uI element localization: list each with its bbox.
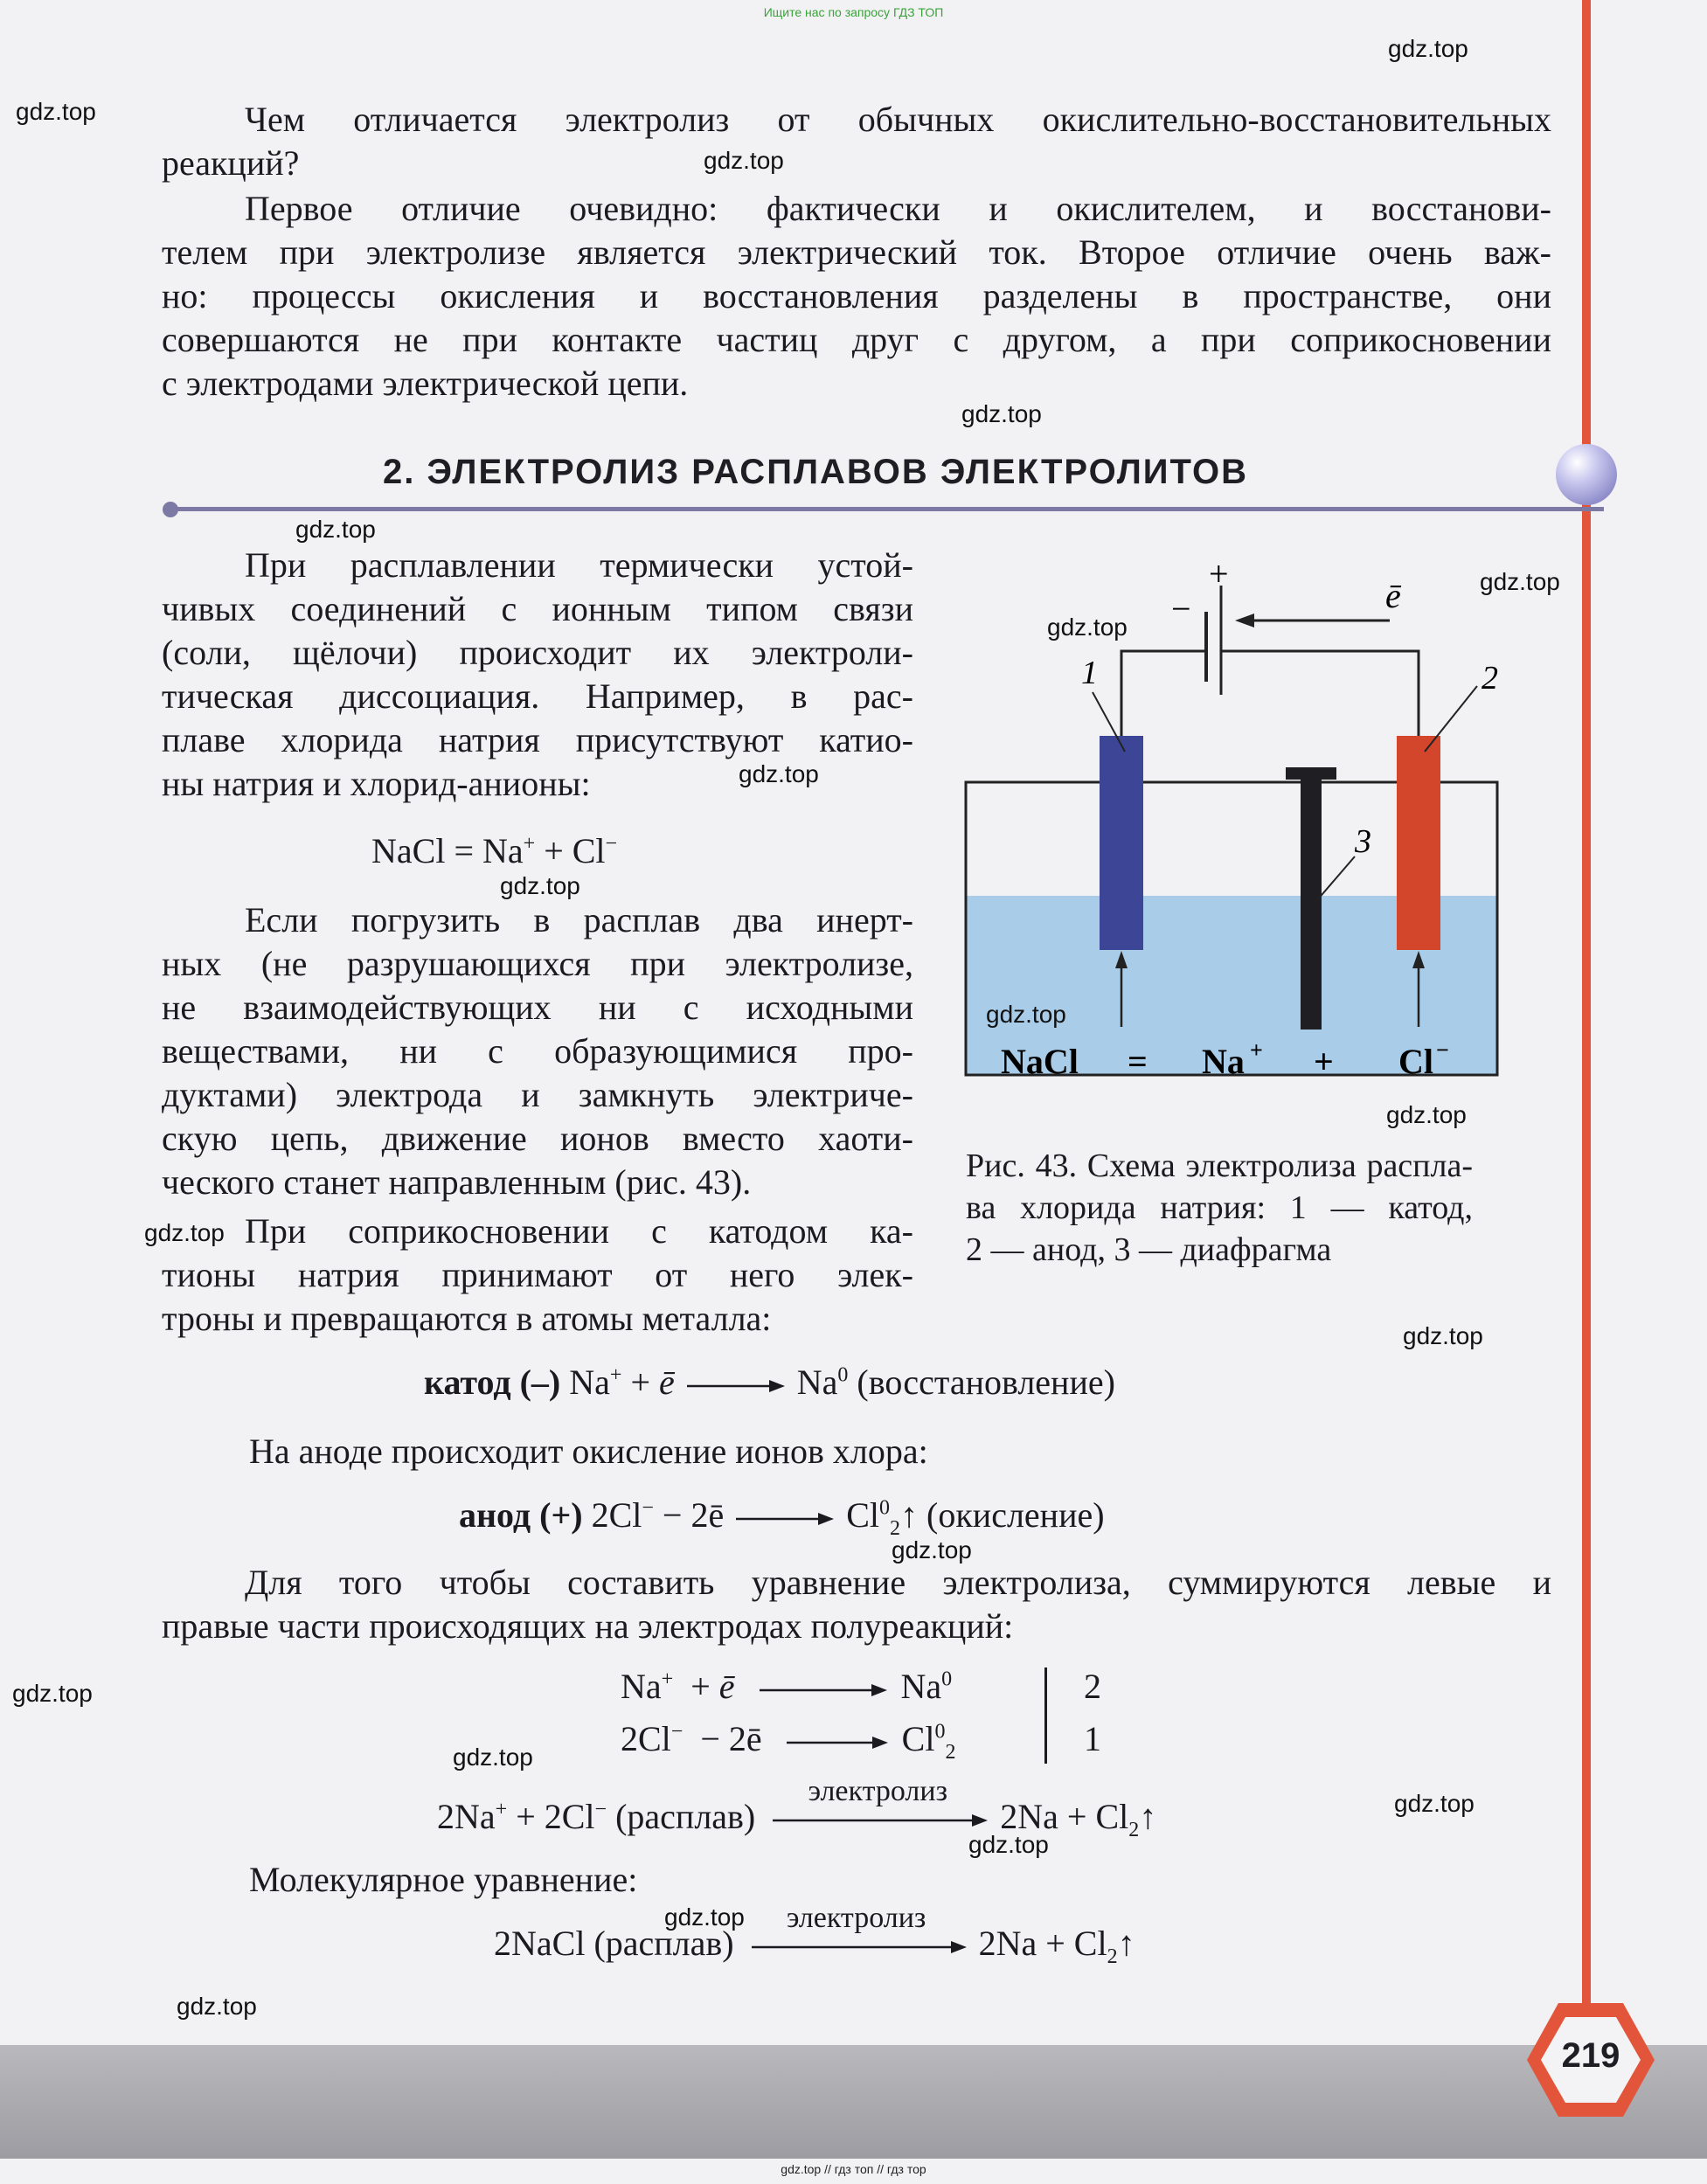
wire-cathode — [1121, 651, 1206, 736]
text-line: правые части происходящих на электродах полуреакций: — [162, 1606, 1014, 1646]
reaction-arrow-icon — [771, 1734, 893, 1751]
anode-electrode — [1397, 736, 1440, 950]
electron-symbol: ē — [1385, 576, 1401, 615]
watermark: gdz.top — [1388, 35, 1468, 62]
watermark: gdz.top — [1403, 1322, 1483, 1349]
half-reaction-cathode: Na+ + ē Na$^0$ — [621, 1667, 953, 1706]
caption-line: ва хлорида натрия: 1 — катод, — [966, 1189, 1473, 1226]
reaction-arrow-icon — [683, 1377, 788, 1395]
intro-question — [162, 98, 1551, 185]
labeled-arrow — [743, 1901, 970, 1965]
text-line: Первое отличие очевидно: фактически и окислителем, и восстанови- — [245, 189, 1551, 228]
text-line: плаве хлорида натрия присутствуют катио- — [162, 720, 913, 759]
text-line: Если погрузить в расплав два инерт- — [245, 900, 913, 939]
heading-ball-icon — [1556, 444, 1617, 505]
heading-rule-dot — [163, 502, 178, 517]
coefficient-cathode: 2 — [1084, 1667, 1101, 1706]
figure-caption — [966, 1145, 1473, 1271]
intro-answer — [162, 187, 1551, 406]
reaction-arrow-icon — [743, 1938, 970, 1956]
watermark: gdz.top — [1480, 568, 1560, 595]
watermark: gdz.top — [500, 872, 580, 899]
leader-3 — [1317, 856, 1355, 900]
watermark: gdz.top — [664, 1903, 745, 1931]
molecular-intro: Молекулярное уравнение: — [249, 1860, 638, 1899]
equation-ionic: 2Na+ + 2Cl− (расплав) электролиз $2Na + Cl_2↑$ — [437, 1774, 1157, 1841]
paragraph-inert-electrodes — [162, 898, 913, 1204]
text-line: При расплавлении термически устой- — [245, 545, 913, 585]
top-banner: Ищите нас по запросу ГДЗ ТОП — [763, 5, 944, 19]
figure-electrolysis-scheme — [957, 542, 1516, 1119]
text-line: не взаимодействующих ни с исходными — [162, 988, 913, 1027]
text-line: ны натрия и хлорид-анионы: — [162, 764, 591, 803]
text-line: тическая диссоциация. Например, в рас- — [162, 676, 913, 716]
arrow-label: электролиз — [786, 1901, 926, 1934]
page-edge-rule — [1582, 0, 1591, 2080]
reaction-arrow-icon — [764, 1812, 991, 1829]
equation-nacl-dissociation: NaCl = Na+ + Cl− — [371, 831, 618, 870]
diaphragm-cap — [1286, 767, 1336, 780]
watermark: gdz.top — [16, 98, 96, 125]
wire-anode — [1221, 651, 1419, 736]
text-line: телем при электролизе является электрический ток. Второе отличие очень важ- — [162, 232, 1551, 272]
paragraph-cathode-contact — [162, 1210, 913, 1341]
text-line: реакций? — [162, 143, 300, 183]
watermark: gdz.top — [295, 516, 376, 543]
watermark: gdz.top — [1386, 1101, 1467, 1128]
watermark: gdz.top — [892, 1536, 972, 1563]
equation-anode: анод (+) 2Cl− − 2ē $Cl^0_2↑$ (окисление) — [459, 1495, 1105, 1540]
watermark: gdz.top — [144, 1219, 225, 1246]
watermark: gdz.top — [739, 760, 819, 787]
text-line: с электродами электрической цепи. — [162, 364, 689, 403]
page-number: 219 — [1561, 2036, 1620, 2075]
battery-minus: − — [1171, 589, 1191, 628]
watermark: gdz.top — [12, 1680, 93, 1707]
watermark: gdz.top — [177, 1993, 257, 2020]
text-line: тионы натрия принимают от него элек- — [162, 1255, 913, 1294]
text-line: но: процессы окисления и восстановления разделены в пространстве, они — [162, 276, 1551, 315]
electrolysis-diagram — [957, 542, 1516, 1119]
page-footer-band — [0, 2045, 1707, 2159]
figure-equation: NaCl = Na + + Cl − — [1001, 1037, 1449, 1081]
anode-intro: На аноде происходит окисление ионов хлора: — [249, 1432, 928, 1471]
text-line: ческого станет направленным (рис. 43). — [162, 1162, 752, 1202]
heading-rule — [170, 507, 1604, 511]
text-line: ных (не разрушающихся при электролизе, — [162, 944, 913, 983]
watermark: gdz.top — [1394, 1790, 1475, 1817]
watermark: gdz.top — [961, 400, 1042, 427]
section-heading: 2. ЭЛЕКТРОЛИЗ РАСПЛАВОВ ЭЛЕКТРОЛИТОВ — [383, 453, 1248, 491]
coefficient-anode: 1 — [1084, 1719, 1101, 1758]
watermark: gdz.top — [986, 1001, 1066, 1028]
text-line: веществами, ни с образующимися про- — [162, 1031, 913, 1071]
watermark: gdz.top — [704, 147, 784, 174]
bottom-banner: gdz.top // гдз топ // гдз тор — [781, 2162, 926, 2176]
text-line: скую цепь, движение ионов вместо хаоти- — [162, 1119, 913, 1158]
text-line: троны и превращаются в атомы металла: — [162, 1299, 772, 1338]
text-line: чивых соединений с ионным типом связи — [162, 589, 913, 628]
text-line: Чем отличается электролиз от обычных окислительно-восстановительных — [245, 100, 1551, 139]
reaction-arrow-icon — [732, 1510, 837, 1528]
text-line: Для того чтобы составить уравнение электролиза, суммируются левые и — [245, 1563, 1551, 1602]
equation-cathode: катод (–) Na+ + ē Na$^0$ (восстановление) — [424, 1362, 1115, 1402]
text-line: дуктами) электрода и замкнуть электриче- — [162, 1075, 913, 1114]
paragraph-summation — [162, 1561, 1551, 1648]
leader-2 — [1425, 686, 1477, 752]
labeled-arrow — [764, 1774, 991, 1838]
text-line: совершаются не при контакте частиц друг с другом, а при соприкосновении — [162, 320, 1551, 359]
caption-line: 2 — анод, 3 — диафрагма — [966, 1231, 1332, 1268]
equation-molecular: 2NaCl (расплав) электролиз $2Na + Cl_2↑$ — [494, 1901, 1135, 1968]
electron-arrow-head — [1235, 614, 1254, 627]
caption-line: Рис. 43. Схема электролиза распла- — [966, 1147, 1473, 1184]
arrow-label: электролиз — [808, 1774, 948, 1807]
text-line: При соприкосновении с катодом ка- — [245, 1211, 913, 1251]
half-reaction-anode: 2Cl− − 2ē $Cl^0_2$ — [621, 1719, 956, 1764]
label-2: 2 — [1481, 660, 1498, 697]
watermark: gdz.top — [968, 1831, 1049, 1858]
watermark: gdz.top — [453, 1744, 533, 1771]
label-1: 1 — [1081, 655, 1098, 691]
cathode-electrode — [1100, 736, 1143, 950]
battery-plus: + — [1209, 554, 1229, 593]
reaction-arrow-icon — [744, 1681, 892, 1699]
text-line: (соли, щёлочи) происходит их электроли- — [162, 633, 913, 672]
label-3: 3 — [1355, 823, 1371, 860]
coefficient-divider — [1044, 1667, 1047, 1764]
watermark: gdz.top — [1047, 614, 1128, 641]
